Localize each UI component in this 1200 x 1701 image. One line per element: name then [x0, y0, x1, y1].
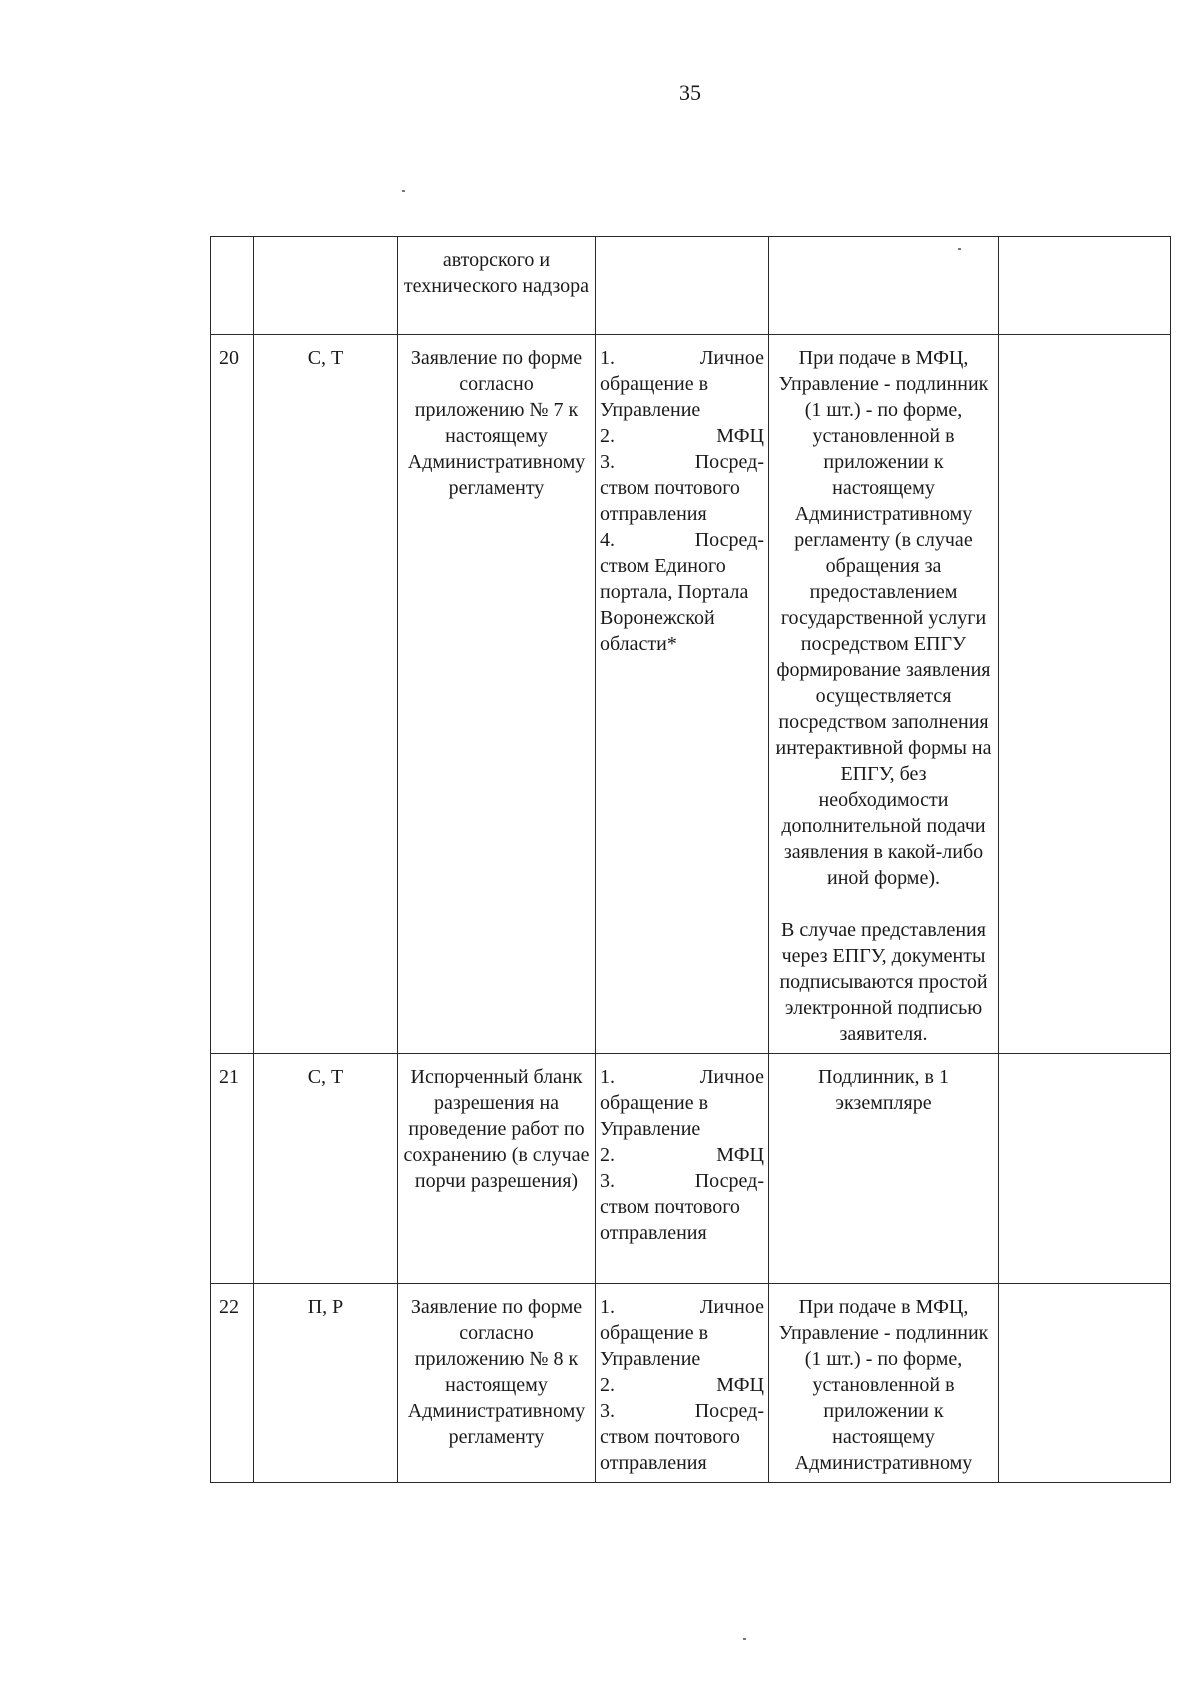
extra-cell	[999, 237, 1171, 335]
method-item	[600, 345, 764, 371]
document-name-cell: Заявление по форме согласно приложению № 8 к настоящему Административному регламенту	[398, 1284, 596, 1483]
submission-method-cell	[596, 1284, 769, 1483]
method-item-title: МФЦ	[716, 425, 764, 447]
method-item-number: 3.	[600, 1170, 615, 1192]
method-item-title: Личное	[699, 1066, 764, 1088]
method-item-number: 2.	[600, 425, 615, 447]
requirement-cell	[769, 1284, 999, 1483]
method-item-title: МФЦ	[716, 1144, 764, 1166]
extra-cell	[999, 1284, 1171, 1483]
requirement-paragraph: В случае представления через ЕПГУ, документы подписываются простой электронной подписью заявителя.	[779, 919, 988, 1045]
method-item-title: Личное	[699, 347, 764, 369]
scan-speck	[743, 1638, 746, 1640]
method-item-number: 3.	[600, 1400, 615, 1422]
method-item-number: 3.	[600, 451, 615, 473]
method-item-number: 1.	[600, 1066, 615, 1088]
method-item-text: ством почтового отправления	[600, 1426, 740, 1474]
requirement-paragraph: При подаче в МФЦ, Управление - подлинник (1 шт.) - по форме, установленной в приложении к настоящему Административному регламенту (в случае обращения за предоставлением государственной услуги посредством ЕПГУ формирование заявления осуществляется посредством заполнения интерактивной формы на ЕПГУ, без необходимости дополнительной подачи заявления в какой-либо иной форме).	[775, 347, 992, 889]
method-item	[600, 1294, 764, 1320]
category-cell: П, Р	[254, 1284, 398, 1483]
table-row	[211, 237, 1171, 335]
method-item-number: 2.	[600, 1374, 615, 1396]
method-item-text: обращение в Управление	[600, 373, 709, 421]
method-item	[600, 1142, 764, 1168]
document-name-cell: Испорченный бланк разрешения на проведение работ по сохранению (в случае порчи разрешения)	[398, 1054, 596, 1284]
method-item-title: Посред-	[694, 1400, 764, 1422]
method-item-title: Посред-	[694, 529, 764, 551]
method-item	[600, 1398, 764, 1424]
category-cell: С, Т	[254, 335, 398, 1054]
row-number-cell: 21	[211, 1054, 254, 1284]
extra-cell	[999, 335, 1171, 1054]
method-item-number: 4.	[600, 529, 615, 551]
table-row	[211, 1054, 1171, 1284]
method-item-text: ством почтового отправления	[600, 1196, 740, 1244]
requirement-paragraph: При подаче в МФЦ, Управление - подлинник (1 шт.) - по форме, установленной в приложении к настоящему Административному	[778, 1296, 989, 1474]
method-item-number: 1.	[600, 347, 615, 369]
method-item-title: Посред-	[694, 451, 764, 473]
submission-method-cell	[596, 335, 769, 1054]
requirement-cell	[769, 1054, 999, 1284]
method-item	[600, 1168, 764, 1194]
method-item-title: Личное	[699, 1296, 764, 1318]
method-item	[600, 449, 764, 475]
submission-method-cell	[596, 237, 769, 335]
category-cell	[254, 237, 398, 335]
documents-table	[210, 236, 1171, 1483]
row-number-cell: 22	[211, 1284, 254, 1483]
method-item-text: ством почтового отправления	[600, 477, 740, 525]
row-number-cell: 20	[211, 335, 254, 1054]
method-item-text: ством Единого портала, Портала Воронежской области*	[600, 555, 749, 655]
requirement-cell	[769, 335, 999, 1054]
submission-method-cell	[596, 1054, 769, 1284]
method-item	[600, 1372, 764, 1398]
requirement-cell	[769, 237, 999, 335]
method-item-title: Посред-	[694, 1170, 764, 1192]
page-number: 35	[679, 80, 701, 105]
document-name-cell: авторского и технического надзора	[398, 237, 596, 335]
method-item	[600, 1064, 764, 1090]
method-item	[600, 423, 764, 449]
method-item-title: МФЦ	[716, 1374, 764, 1396]
scan-speck	[402, 190, 405, 192]
document-name-cell: Заявление по форме согласно приложению № 7 к настоящему Административному регламенту	[398, 335, 596, 1054]
method-item-text: обращение в Управление	[600, 1322, 709, 1370]
method-item-number: 1.	[600, 1296, 615, 1318]
method-item-text: обращение в Управление	[600, 1092, 709, 1140]
method-item	[600, 527, 764, 553]
row-number-cell	[211, 237, 254, 335]
method-item-number: 2.	[600, 1144, 615, 1166]
extra-cell	[999, 1054, 1171, 1284]
table-row	[211, 335, 1171, 1054]
table-row	[211, 1284, 1171, 1483]
requirement-paragraph: Подлинник, в 1 экземпляре	[818, 1066, 949, 1114]
category-cell: С, Т	[254, 1054, 398, 1284]
